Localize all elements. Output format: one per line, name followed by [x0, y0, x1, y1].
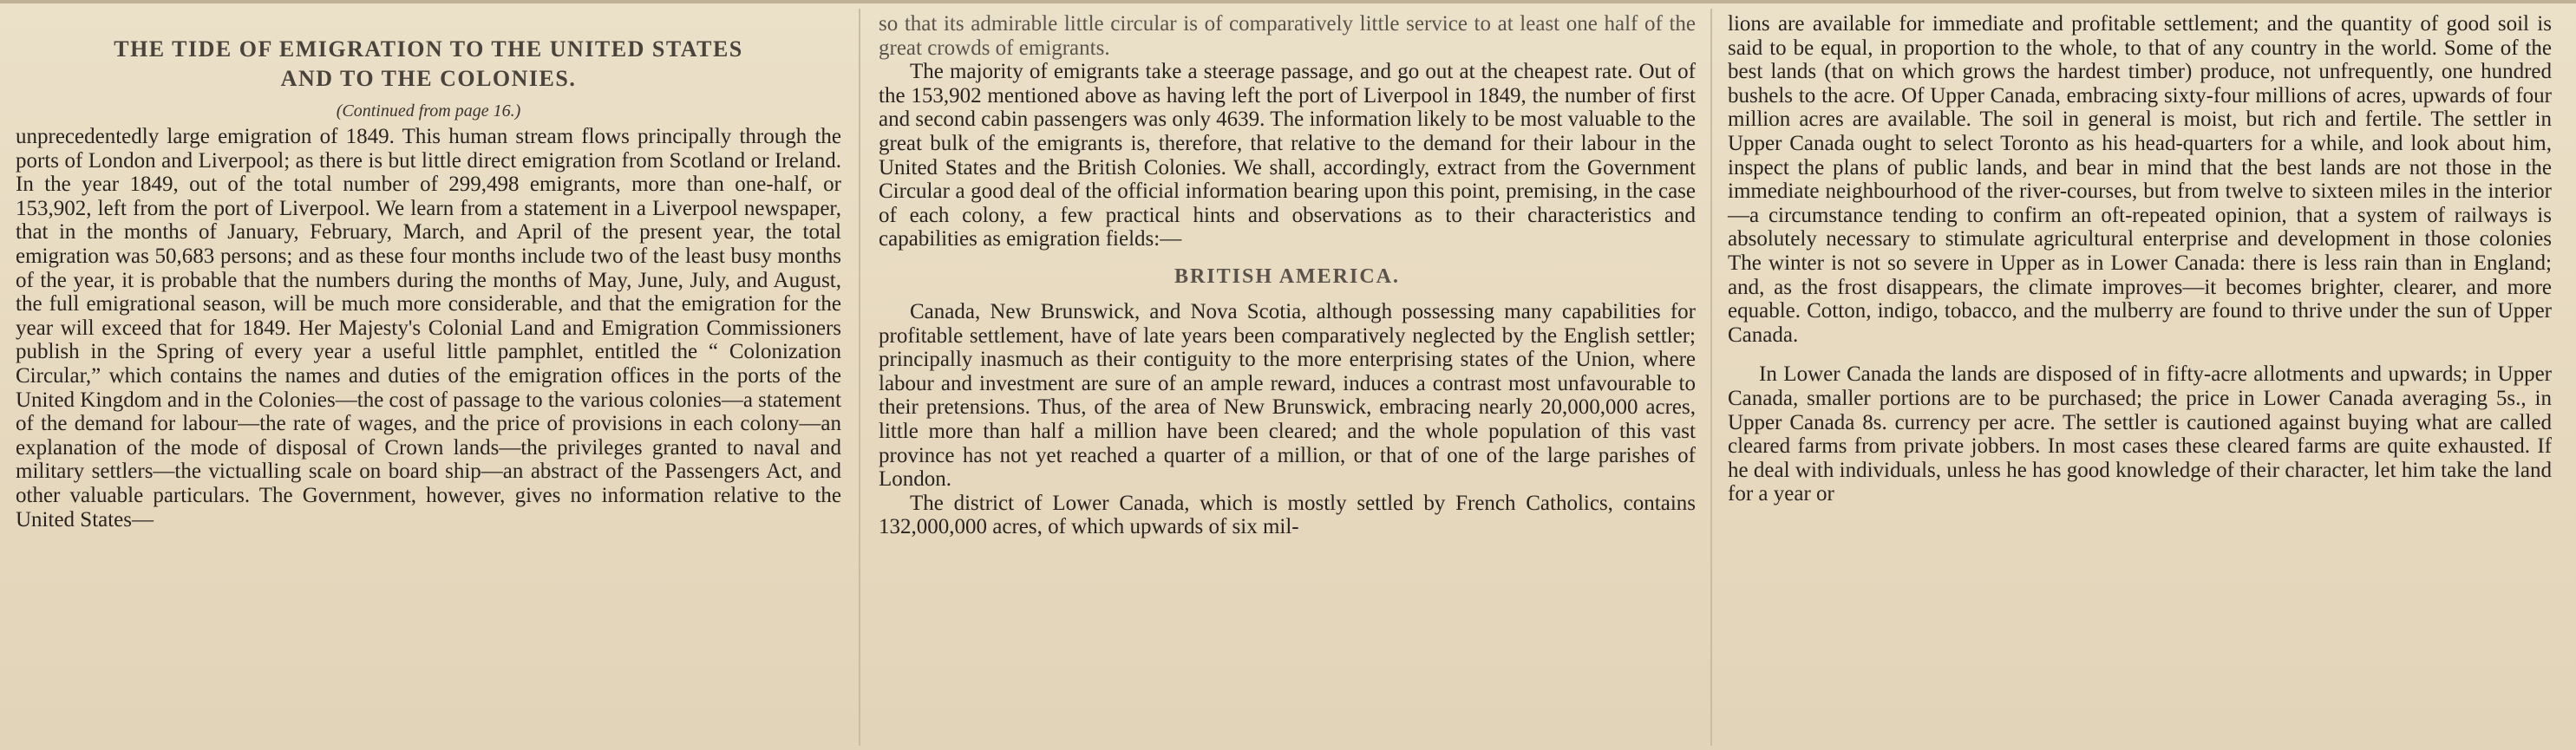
paragraph: lions are available for immediate and profitable settlement; and the quantity of good soil is said to be equal, in proportion to the whole, to that of any country in the world. Some of the best lands (that on which grows the hardest timber) produce, not unfrequently, one hundred bushels to the acre. Of Upper Canada, embracing sixty-four millions of acres, upwards of four million acres are available. The soil in general is moist, but rich and fertile. The settler in Upper Canada ought to select Toronto as his head-quarters for a while, and look about him, inspect the plans of public lands, and bear in mind that the best lands are not those in the immediate neighbourhood of the river-courses, but from twelve to sixteen miles in the interior—a circumstance tending to confirm an oft-repeated opinion, that a system of railways is absolutely necessary to stimulate agricultural enterprise and development in those colonies The winter is not so severe in Upper as in Lower Canada: there is less rain than in England; and, as the frost disappears, the climate improves—it becomes brighter, clearer, and more equable. Cotton, indigo, tobacco, and the mulberry are found to thrive under the sun of Upper Canada. — [1728, 12, 2552, 347]
paragraph: so that its admirable little circular is of comparatively little service to at least one half of the great crowds of emigrants. — [879, 12, 1696, 60]
column-2 — [879, 12, 1696, 539]
paragraph: The district of Lower Canada, which is mostly settled by French Catholics, contains 132,000,000 acres, of which upwards of six mil- — [879, 491, 1696, 539]
column-divider — [859, 9, 860, 746]
continued-note: (Continued from page 16.) — [336, 101, 521, 121]
paragraph: The majority of emigrants take a steerage passage, and go out at the cheapest rate. Out of the 153,902 mentioned above as having left the port of Liverpool in 1849, the number of first and second cabin passengers was only 4639. The information likely to be most valuable to the great bulk of the emigrants is, therefore, that relative to the demand for their labour in the United States and the British Colonies. We shall, accordingly, extract from the Government Circular a good deal of the official information bearing upon this point, premising, in the case of each colony, a few practical hints and observations as to their characteristics and capabilities as emigration fields:— — [879, 60, 1696, 251]
top-rule — [0, 0, 2576, 3]
column-3 — [1728, 12, 2552, 506]
column-divider — [1710, 9, 1712, 746]
column-1 — [16, 12, 841, 532]
article-title-line-1: THE TIDE OF EMIGRATION TO THE UNITED STATES — [114, 36, 743, 62]
article-title — [16, 35, 841, 94]
paragraph: Canada, New Brunswick, and Nova Scotia, although possessing many capabilities for profitable settlement, have of late years been comparatively neglected by the English settler; principally inasmuch as their contiguity to the more enterprising states of the Union, where labour and investment are sure of an ample reward, induces a contrast most unfavourable to their pretensions. Thus, of the area of New Brunswick, embracing nearly 20,000,000 acres, little more than half a million have been cleared; and the whole population of this vast province has not yet reached a quarter of a million, or that of one of the large parishes of London. — [879, 299, 1696, 492]
section-heading: BRITISH AMERICA. — [1174, 264, 1401, 288]
paragraph: unprecedentedly large emigration of 1849. This human stream flows principally through the ports of London and Liverpool; as there is but little direct emigration from Scotland or Ireland. In the year 1849, out of the total number of 299,498 emigrants, more than one-half, or 153,902, left from the port of Liverpool. We learn from a statement in a Liverpool newspaper, that in the months of January, February, March, and April of the present year, the total emigration was 50,683 persons; and as these four months include two of the least busy months of the year, it is probable that the numbers during the months of May, June, July, and August, the full emigrational season, will be much more considerable, and that the emigration for the year will exceed that for 1849. Her Majesty's Colonial Land and Emigration Commissioners publish in the Spring of every year a useful little pamphlet, entitled the “ Colonization Circular,” which contains the names and duties of the emigration offices in the ports of the United Kingdom and in the Colonies—the cost of passage to the various colonies—a statement of the demand for labour—the rate of wages, and the price of provisions in each colony—an explanation of the mode of disposal of Crown lands—the privileges granted to naval and military settlers—the victualling scale on board ship—an abstract of the Passengers Act, and other valuable particulars. The Government, however, gives no information relative to the United States— — [16, 125, 841, 532]
paragraph: In Lower Canada the lands are disposed of in fifty-acre allotments and upwards; in Upper Canada, smaller portions are to be purchased; the price in Lower Canada averaging 5s., in Upper Canada 8s. currency per acre. The settler is cautioned against buying what are called cleared farms from private jobbers. In most cases these cleared farms are quite exhausted. If he deal with individuals, unless he has good knowledge of their character, let him take the land for a year or — [1728, 362, 2552, 506]
article-title-line-2: AND TO THE COLONIES. — [280, 66, 577, 91]
